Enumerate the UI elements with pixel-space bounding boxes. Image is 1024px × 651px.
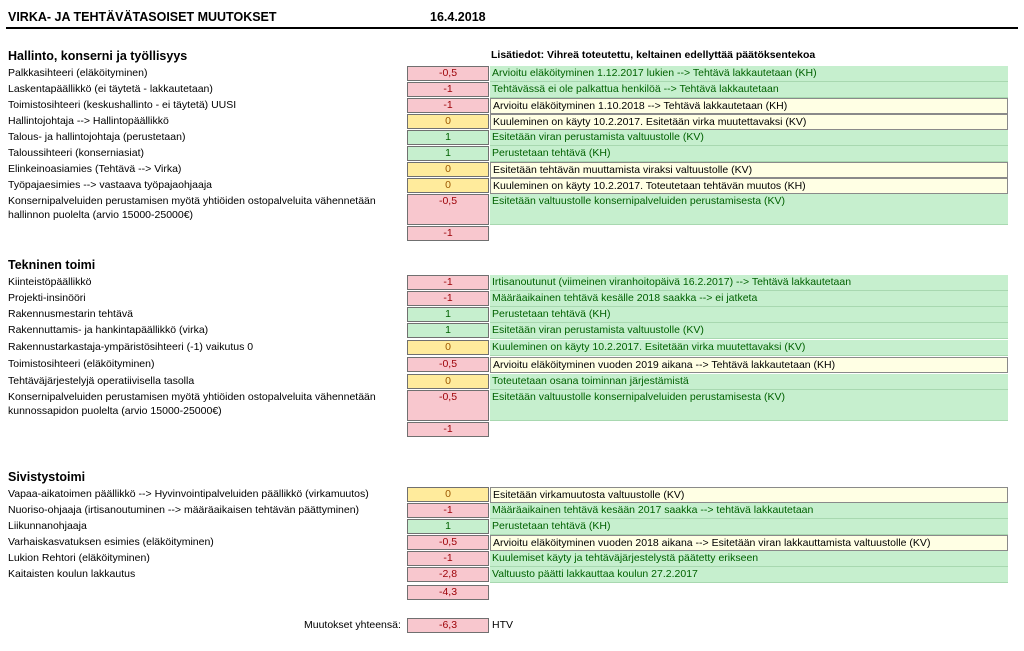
row-note: Esitetään virkamuutosta valtuustolle (KV) [490, 487, 1008, 503]
row-value-cell: 1 [407, 323, 489, 338]
row-note: Perustetaan tehtävä (KH) [490, 307, 1008, 323]
total-label: Muutokset yhteensä: [304, 619, 401, 631]
row-label: Talous- ja hallintojohtaja (perustetaan) [8, 131, 186, 143]
row-note: Kuuleminen on käyty 10.2.2017. Esitetään virka muutettavaksi (KV) [490, 340, 1008, 356]
row-note: Arvioitu eläköityminen 1.10.2018 --> Tehtävä lakkautetaan (KH) [490, 98, 1008, 114]
row-note: Esitetään viran perustamista valtuustolle (KV) [490, 130, 1008, 146]
row-note: Määräaikainen tehtävä kesään 2017 saakka --> tehtävä lakkautetaan [490, 503, 1008, 519]
row-label: Varhaiskasvatuksen esimies (eläköityminen) [8, 536, 214, 548]
section-subtotal: -1 [407, 226, 489, 241]
row-value-cell: 0 [407, 178, 489, 193]
section-title: Sivistystoimi [8, 470, 86, 484]
row-note: Kuuleminen on käyty 10.2.2017. Esitetään virka muutettavaksi (KV) [490, 114, 1008, 130]
row-value-cell: -1 [407, 98, 489, 113]
row-label: Konsernipalveluiden perustamisen myötä yhtiöiden ostopalveluita vähennetään kunnossapidon puolelta (arvio 15000-25000€) [8, 391, 376, 417]
row-note: Kuulemiset käyty ja tehtäväjärjestelystä päätetty erikseen [490, 551, 1008, 567]
row-value-cell: -1 [407, 275, 489, 290]
row-label: Rakennusmestarin tehtävä [8, 308, 133, 320]
row-label: Liikunnanohjaaja [8, 520, 87, 532]
row-label: Rakennustarkastaja-ympäristösihteeri (-1) vaikutus 0 [8, 341, 254, 353]
section-title: Tekninen toimi [8, 258, 96, 272]
row-value-cell: -2,8 [407, 567, 489, 582]
row-value-cell: 1 [407, 519, 489, 534]
row-note: Esitetään valtuustolle konsernipalveluiden perustamisesta (KV) [490, 390, 1008, 421]
row-note: Kuuleminen on käyty 10.2.2017. Toteutetaan tehtävän muutos (KH) [490, 178, 1008, 194]
row-value-cell: -0,5 [407, 66, 489, 81]
row-value-cell: 0 [407, 114, 489, 129]
row-note: Toteutetaan osana toiminnan järjestämistä [490, 374, 1008, 390]
row-value-cell: 0 [407, 340, 489, 355]
row-value-cell: -0,5 [407, 194, 489, 225]
row-label: Kiinteistöpäällikkö [8, 276, 92, 288]
total-value: -6,3 [407, 618, 489, 633]
row-label: Rakennuttamis- ja hankintapäällikkö (virka) [8, 324, 209, 336]
page-title: VIRKA- JA TEHTÄVÄTASOISET MUUTOKSET [8, 10, 277, 24]
row-note: Tehtävässä ei ole palkattua henkilöä --> Tehtävä lakkautetaan [490, 82, 1008, 98]
row-value-cell: 1 [407, 130, 489, 145]
row-note: Valtuusto päätti lakkauttaa koulun 27.2.2017 [490, 567, 1008, 583]
row-value-cell: -0,5 [407, 357, 489, 372]
row-label: Toimistosihteeri (eläköityminen) [8, 358, 155, 370]
row-label: Vapaa-aikatoimen päällikkö --> Hyvinvointipalveluiden päällikkö (virkamuutos) [8, 488, 369, 500]
row-value-cell: -1 [407, 291, 489, 306]
row-note: Esitetään tehtävän muuttamista viraksi valtuustolle (KV) [490, 162, 1008, 178]
row-value-cell: 0 [407, 162, 489, 177]
row-note: Arvioitu eläköityminen vuoden 2019 aikana --> Tehtävä lakkautetaan (KH) [490, 357, 1008, 373]
row-label: Palkkasihteeri (eläköityminen) [8, 67, 148, 79]
row-label: Projekti-insinööri [8, 292, 86, 304]
row-note: Perustetaan tehtävä (KH) [490, 519, 1008, 535]
row-label: Taloussihteeri (konserniasiat) [8, 147, 144, 159]
row-value-cell: -0,5 [407, 390, 489, 421]
row-value-cell: 0 [407, 487, 489, 502]
row-value-cell: -1 [407, 503, 489, 518]
row-note: Arvioitu eläköityminen vuoden 2018 aikana --> Esitetään viran lakkauttamista valtuustolle (KV) [490, 535, 1008, 551]
row-note: Esitetään valtuustolle konsernipalveluiden perustamisesta (KV) [490, 194, 1008, 225]
row-label: Laskentapäällikkö (ei täytetä - lakkautetaan) [8, 83, 213, 95]
title-underline [6, 27, 1018, 29]
row-label: Nuoriso-ohjaaja (irtisanoutuminen --> määräaikaisen tehtävän päättyminen) [8, 504, 360, 516]
row-label: Työpajaesimies --> vastaava työpajaohjaaja [8, 179, 212, 191]
row-value-cell: 1 [407, 307, 489, 322]
row-note: Esitetään viran perustamista valtuustolle (KV) [490, 323, 1008, 339]
row-value-cell: -0,5 [407, 535, 489, 550]
row-label: Tehtäväjärjestelyjä operatiivisella tasolla [8, 375, 195, 387]
row-value-cell: 0 [407, 374, 489, 389]
row-value-cell: -1 [407, 551, 489, 566]
row-label: Toimistosihteeri (keskushallinto - ei täytetä) UUSI [8, 99, 237, 111]
row-note: Määräaikainen tehtävä kesälle 2018 saakka --> ei jatketa [490, 291, 1008, 307]
row-label: Konsernipalveluiden perustamisen myötä yhtiöiden ostopalveluita vähennetään hallinnon puolelta (arvio 15000-25000€) [8, 195, 376, 221]
section-title-hallinto: Hallinto, konserni ja työllisyys [8, 49, 188, 63]
row-value-cell: -1 [407, 82, 489, 97]
row-label: Elinkeinoasiamies (Tehtävä --> Virka) [8, 163, 182, 175]
row-label: Kaitaisten koulun lakkautus [8, 568, 136, 580]
row-value-cell: 1 [407, 146, 489, 161]
legend-text: Lisätiedot: Vihreä toteutettu, keltainen edellyttää päätöksentekoa [491, 49, 816, 61]
row-note: Arvioitu eläköityminen 1.12.2017 lukien --> Tehtävä lakkautetaan (KH) [490, 66, 1008, 82]
row-note: Perustetaan tehtävä (KH) [490, 146, 1008, 162]
section-subtotal: -4,3 [407, 585, 489, 600]
row-label: Hallintojohtaja --> Hallintopäällikkö [8, 115, 169, 127]
row-label: Lukion Rehtori (eläköityminen) [8, 552, 150, 564]
row-note: Irtisanoutunut (viimeinen viranhoitopäivä 16.2.2017) --> Tehtävä lakkautetaan [490, 275, 1008, 291]
total-unit: HTV [492, 619, 513, 631]
report-date: 16.4.2018 [430, 10, 486, 24]
section-subtotal: -1 [407, 422, 489, 437]
